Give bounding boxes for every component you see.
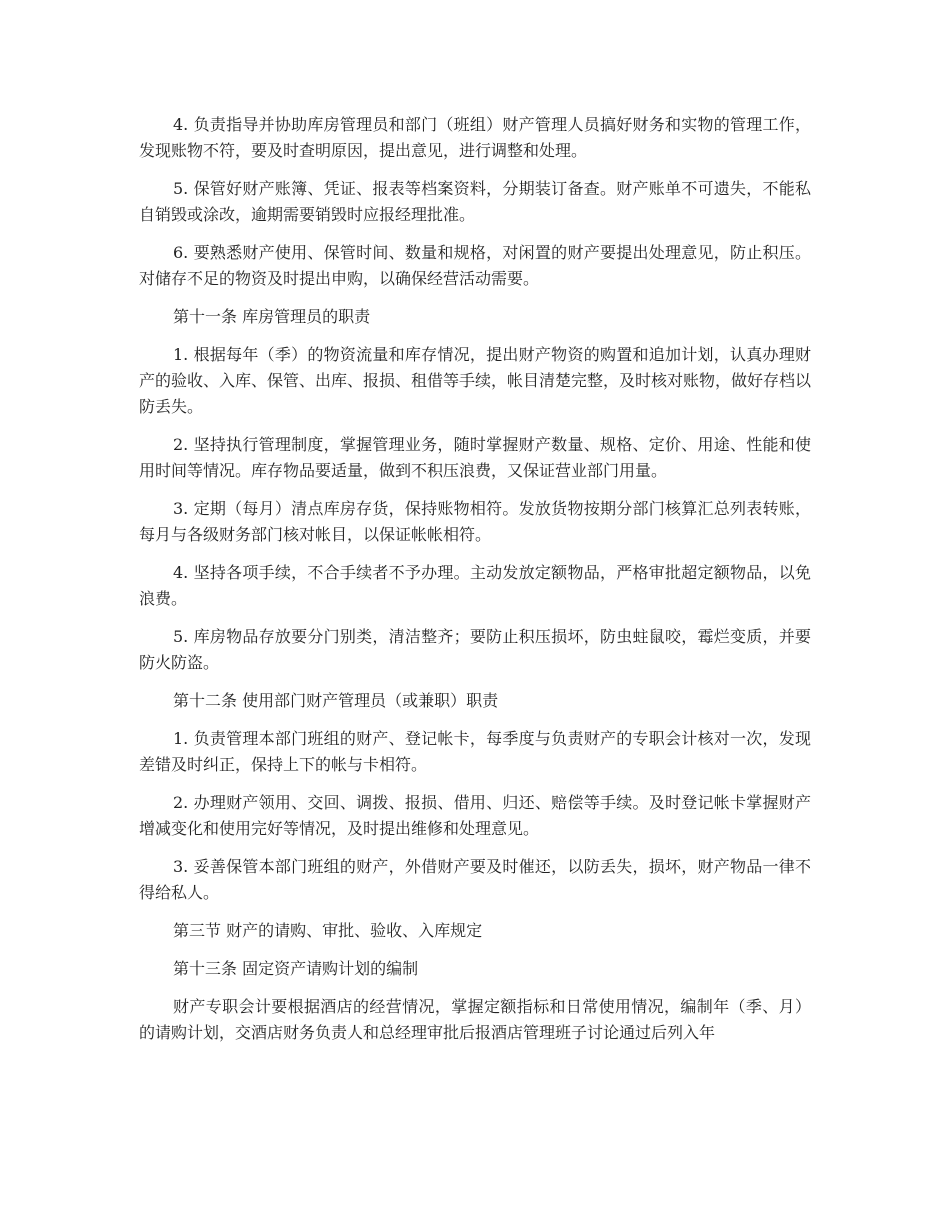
article-11-item-4: 4. 坚持各项手续，不合手续者不予办理。主动发放定额物品，严格审批超定额物品，以免浪费。 bbox=[139, 563, 811, 608]
paragraph-item-6: 6. 要熟悉财产使用、保管时间、数量和规格，对闲置的财产要提出处理意见，防止积压。对储存不足的物资及时提出申购，以确保经营活动需要。 bbox=[139, 243, 811, 288]
article-13-heading: 第十三条 固定资产请购计划的编制 bbox=[173, 959, 419, 978]
article-11-item-5: 5. 库房物品存放要分门别类，清洁整齐；要防止积压损坏，防虫蛀鼠咬，霉烂变质，并要防火防盗。 bbox=[139, 627, 811, 672]
article-11-item-1: 1. 根据每年（季）的物资流量和库存情况，提出财产物资的购置和追加计划，认真办理财产的验收、入库、保管、出库、报损、租借等手续，帐目清楚完整，及时核对账物，做好存档以防丢失。 bbox=[139, 345, 812, 416]
paragraph-item-4: 4. 负责指导并协助库房管理员和部门（班组）财产管理人员搞好财务和实物的管理工作，发现账物不符，要及时查明原因，提出意见，进行调整和处理。 bbox=[139, 115, 811, 160]
article-12-item-3: 3. 妥善保管本部门班组的财产，外借财产要及时催还，以防丢失，损坏，财产物品一律不得给私人。 bbox=[139, 857, 811, 902]
paragraph-item-5: 5. 保管好财产账簿、凭证、报表等档案资料，分期装订备查。财产账单不可遗失，不能私自销毁或涂改，逾期需要销毁时应报经理批准。 bbox=[139, 179, 811, 224]
article-13-body: 财产专职会计要根据酒店的经营情况，掌握定额指标和日常使用情况，编制年（季、月）的请购计划，交酒店财务负责人和总经理审批后报酒店管理班子讨论通过后列入年 bbox=[139, 997, 811, 1042]
article-11-item-2: 2. 坚持执行管理制度，掌握管理业务，随时掌握财产数量、规格、定价、用途、性能和使用时间等情况。库存物品要适量，做到不积压浪费，又保证营业部门用量。 bbox=[139, 435, 811, 480]
article-12-heading: 第十二条 使用部门财产管理员（或兼职）职责 bbox=[173, 691, 499, 710]
article-12-item-1: 1. 负责管理本部门班组的财产、登记帐卡，每季度与负责财产的专职会计核对一次，发现差错及时纠正，保持上下的帐与卡相符。 bbox=[139, 729, 811, 774]
section-3-heading: 第三节 财产的请购、审批、验收、入库规定 bbox=[173, 921, 483, 940]
article-12-item-2: 2. 办理财产领用、交回、调拨、报损、借用、归还、赔偿等手续。及时登记帐卡掌握财产增减变化和使用完好等情况，及时提出维修和处理意见。 bbox=[139, 793, 811, 838]
article-11-item-3: 3. 定期（每月）清点库房存货，保持账物相符。发放货物按期分部门核算汇总列表转账，每月与各级财务部门核对帐目，以保证帐帐相符。 bbox=[139, 499, 811, 544]
article-11-heading: 第十一条 库房管理员的职责 bbox=[173, 307, 371, 326]
document-body bbox=[139, 112, 811, 1058]
